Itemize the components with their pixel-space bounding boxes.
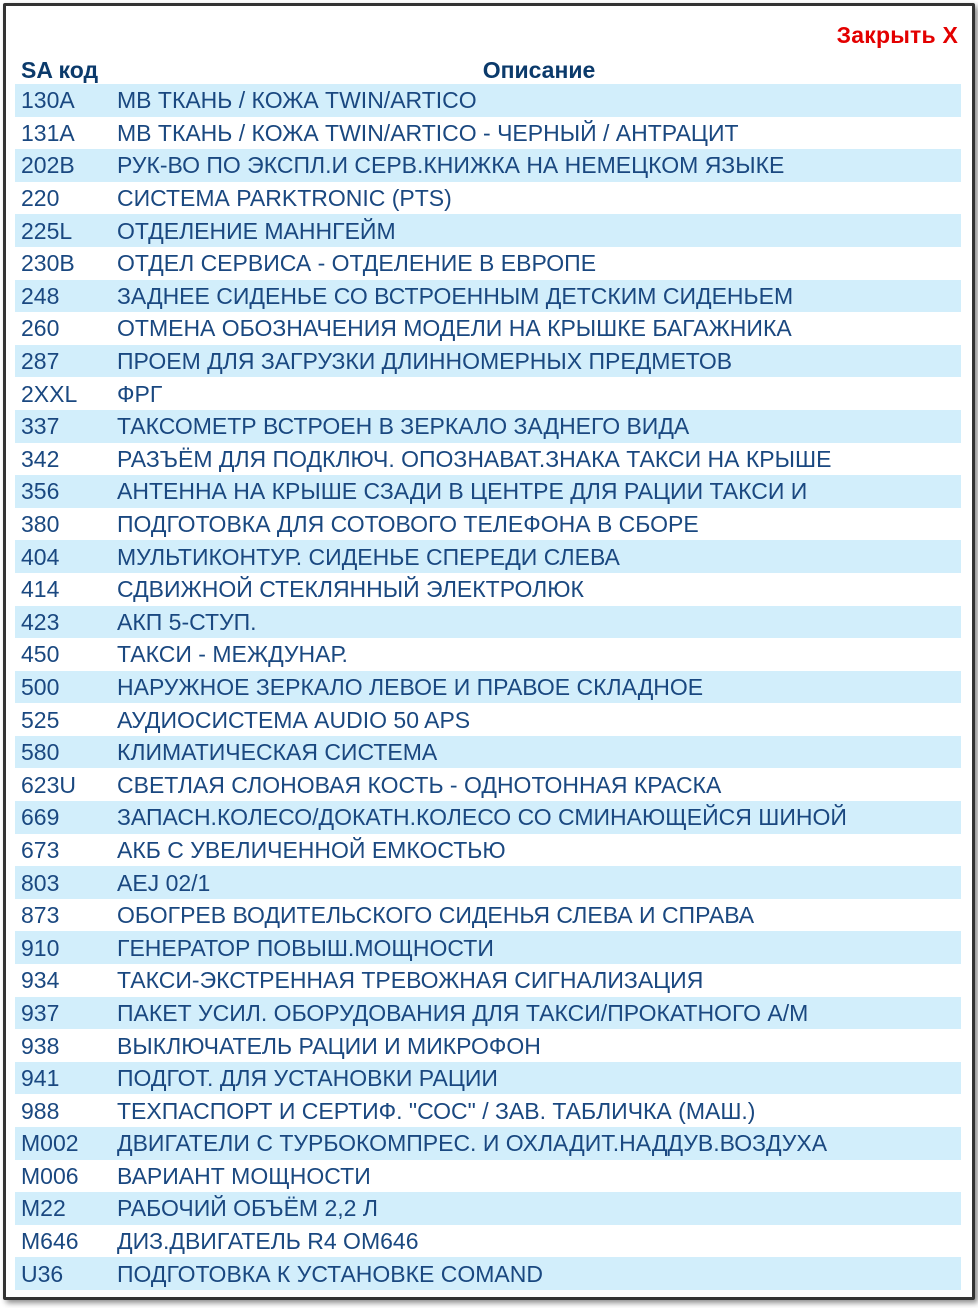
option-description-cell: ПОДГОТОВКА К УСТАНОВКЕ COMAND <box>111 1257 961 1290</box>
option-description-cell: ЗАДНЕЕ СИДЕНЬЕ СО ВСТРОЕННЫМ ДЕТСКИМ СИДЕНЬЕМ <box>111 280 961 313</box>
table-row <box>15 443 961 476</box>
table-row <box>15 931 961 964</box>
option-code-cell: 941 <box>15 1062 111 1095</box>
table-row <box>15 149 961 182</box>
option-description-cell: СВЕТЛАЯ СЛОНОВАЯ КОСТЬ - ОДНОТОННАЯ КРАСКА <box>117 771 722 798</box>
option-code-cell: 669 <box>15 801 111 834</box>
option-description-cell: ТАКСИ-ЭКСТРЕННАЯ ТРЕВОЖНАЯ СИГНАЛИЗАЦИЯ <box>117 967 704 994</box>
option-code-cell: 938 <box>21 1032 60 1059</box>
table-row <box>15 1225 961 1258</box>
option-description-cell: АУДИОСИСТЕМА AUDIO 50 APS <box>117 706 471 733</box>
option-code-cell: 873 <box>21 902 60 929</box>
column-header-code: SA код <box>21 57 99 83</box>
option-description-cell: СДВИЖНОЙ СТЕКЛЯННЫЙ ЭЛЕКТРОЛЮК <box>117 576 584 603</box>
option-code-cell: M002 <box>15 1127 111 1160</box>
option-codes-popup <box>3 3 975 1300</box>
table-row <box>15 1094 961 1127</box>
table-row <box>15 1029 961 1062</box>
option-description-cell: ОТДЕЛ СЕРВИСА - ОТДЕЛЕНИЕ В ЕВРОПЕ <box>117 250 597 277</box>
option-codes-table <box>15 50 961 1290</box>
option-description-cell: ОТДЕЛЕНИЕ МАННГЕЙМ <box>111 214 961 247</box>
table-row <box>15 703 961 736</box>
option-code-cell: 202B <box>15 149 111 182</box>
option-description-cell: МВ ТКАНЬ / КОЖА TWIN/ARTICO - ЧЕРНЫЙ / АНТРАЦИТ <box>117 119 739 146</box>
option-description-cell: ГЕНЕРАТОР ПОВЫШ.МОЩНОСТИ <box>111 931 961 964</box>
table-row <box>15 834 961 867</box>
option-description-cell: ПОДГОТ. ДЛЯ УСТАНОВКИ РАЦИИ <box>111 1062 961 1095</box>
table-row <box>15 1192 961 1225</box>
option-description-cell: ПОДГОТОВКА ДЛЯ СОТОВОГО ТЕЛЕФОНА В СБОРЕ <box>117 511 699 538</box>
table-row <box>15 1257 961 1290</box>
option-code-cell: 623U <box>21 771 76 798</box>
option-code-cell: 450 <box>21 641 60 668</box>
table-row <box>15 214 961 247</box>
table-row <box>15 1160 961 1193</box>
column-header-description: Описание <box>482 57 596 83</box>
option-description-cell: АКП 5-СТУП. <box>111 606 961 639</box>
option-description-cell: ОТМЕНА ОБОЗНАЧЕНИЯ МОДЕЛИ НА КРЫШКЕ БАГАЖНИКА <box>117 315 792 342</box>
option-code-cell: 937 <box>15 997 111 1030</box>
option-description-cell: СИСТЕМА PARKTRONIC (PTS) <box>117 185 452 212</box>
option-description-cell: АНТЕННА НА КРЫШЕ СЗАДИ В ЦЕНТРЕ ДЛЯ РАЦИИ ТАКСИ И <box>111 475 961 508</box>
table-row <box>15 280 961 313</box>
option-description-cell: ДИЗ.ДВИГАТЕЛЬ R4 OM646 <box>117 1228 419 1255</box>
option-code-cell: 414 <box>21 576 60 603</box>
table-row <box>15 1062 961 1095</box>
option-code-cell: M006 <box>21 1162 79 1189</box>
table-row <box>15 345 961 378</box>
option-description-cell: КЛИМАТИЧЕСКАЯ СИСТЕМА <box>111 736 961 769</box>
table-row <box>15 964 961 997</box>
option-description-cell: ВАРИАНТ МОЩНОСТИ <box>117 1162 371 1189</box>
table-row <box>15 475 961 508</box>
option-code-cell: 673 <box>21 836 60 863</box>
option-code-cell: M646 <box>21 1228 79 1255</box>
table-row <box>15 410 961 443</box>
option-code-cell: 260 <box>21 315 60 342</box>
option-code-cell: 988 <box>21 1097 60 1124</box>
option-description-cell: МУЛЬТИКОНТУР. СИДЕНЬЕ СПЕРЕДИ СЛЕВА <box>111 540 961 573</box>
table-row <box>15 997 961 1030</box>
option-code-cell: 130A <box>15 84 111 117</box>
option-code-cell: 423 <box>15 606 111 639</box>
table-row <box>15 638 961 671</box>
table-row <box>15 508 961 541</box>
option-description-cell: AEJ 02/1 <box>111 866 961 899</box>
table-row <box>15 606 961 639</box>
option-code-cell: 230B <box>21 250 75 277</box>
option-code-cell: 525 <box>21 706 60 733</box>
option-description-cell: НАРУЖНОЕ ЗЕРКАЛО ЛЕВОЕ И ПРАВОЕ СКЛАДНОЕ <box>111 671 961 704</box>
option-code-cell: U36 <box>15 1257 111 1290</box>
option-description-cell: ОБОГРЕВ ВОДИТЕЛЬСКОГО СИДЕНЬЯ СЛЕВА И СПРАВА <box>117 902 755 929</box>
option-description-cell: МВ ТКАНЬ / КОЖА TWIN/ARTICO <box>111 84 961 117</box>
table-row <box>15 540 961 573</box>
option-description-cell: АКБ С УВЕЛИЧЕННОЙ ЕМКОСТЬЮ <box>117 836 506 863</box>
option-code-cell: 220 <box>21 185 60 212</box>
table-row <box>15 84 961 117</box>
table-row <box>15 768 961 801</box>
table-row <box>15 117 961 150</box>
option-description-cell: ПАКЕТ УСИЛ. ОБОРУДОВАНИЯ ДЛЯ ТАКСИ/ПРОКАТНОГО А/М <box>111 997 961 1030</box>
table-row <box>15 247 961 280</box>
option-code-cell: 910 <box>15 931 111 964</box>
option-code-cell: 500 <box>15 671 111 704</box>
option-description-cell: ЗАПАСН.КОЛЕСО/ДОКАТН.КОЛЕСО СО СМИНАЮЩЕЙСЯ ШИНОЙ <box>111 801 961 834</box>
table-row <box>15 377 961 410</box>
table-row <box>15 573 961 606</box>
option-code-cell: 580 <box>15 736 111 769</box>
table-row <box>15 182 961 215</box>
option-description-cell: ФРГ <box>117 380 163 407</box>
option-code-cell: 2XXL <box>21 380 78 407</box>
table-header-row <box>15 50 961 84</box>
option-code-cell: M22 <box>15 1192 111 1225</box>
option-description-cell: ТАКСИ - МЕЖДУНАР. <box>117 641 348 668</box>
option-code-cell: 225L <box>15 214 111 247</box>
table-row <box>15 866 961 899</box>
table-body <box>15 84 961 1290</box>
option-description-cell: РАЗЪЁМ ДЛЯ ПОДКЛЮЧ. ОПОЗНАВАТ.ЗНАКА ТАКСИ НА КРЫШЕ <box>117 445 832 472</box>
option-description-cell: ТАКСОМЕТР ВСТРОЕН В ЗЕРКАЛО ЗАДНЕГО ВИДА <box>111 410 961 443</box>
table-row <box>15 801 961 834</box>
close-button[interactable]: Закрыть X <box>836 22 958 48</box>
option-description-cell: РУК-ВО ПО ЭКСПЛ.И СЕРВ.КНИЖКА НА НЕМЕЦКОМ ЯЗЫКЕ <box>111 149 961 182</box>
option-code-cell: 342 <box>21 445 60 472</box>
option-description-cell: ВЫКЛЮЧАТЕЛЬ РАЦИИ И МИКРОФОН <box>117 1032 541 1059</box>
table-row <box>15 1127 961 1160</box>
option-code-cell: 803 <box>15 866 111 899</box>
option-description-cell: РАБОЧИЙ ОБЪЁМ 2,2 Л <box>111 1192 961 1225</box>
option-code-cell: 248 <box>15 280 111 313</box>
table-row <box>15 312 961 345</box>
option-description-cell: ТЕХПАСПОРТ И СЕРТИФ. "СОС" / ЗАВ. ТАБЛИЧКА (МАШ.) <box>117 1097 756 1124</box>
option-code-cell: 934 <box>21 967 60 994</box>
table-row <box>15 671 961 704</box>
option-code-cell: 404 <box>15 540 111 573</box>
table-row <box>15 899 961 932</box>
option-description-cell: ПРОЕМ ДЛЯ ЗАГРУЗКИ ДЛИННОМЕРНЫХ ПРЕДМЕТОВ <box>111 345 961 378</box>
option-code-cell: 380 <box>21 511 60 538</box>
option-code-cell: 337 <box>15 410 111 443</box>
table-row <box>15 736 961 769</box>
option-code-cell: 131A <box>21 119 75 146</box>
option-code-cell: 356 <box>15 475 111 508</box>
option-description-cell: ДВИГАТЕЛИ С ТУРБОКОМПРЕС. И ОХЛАДИТ.НАДДУВ.ВОЗДУХА <box>111 1127 961 1160</box>
option-code-cell: 287 <box>15 345 111 378</box>
